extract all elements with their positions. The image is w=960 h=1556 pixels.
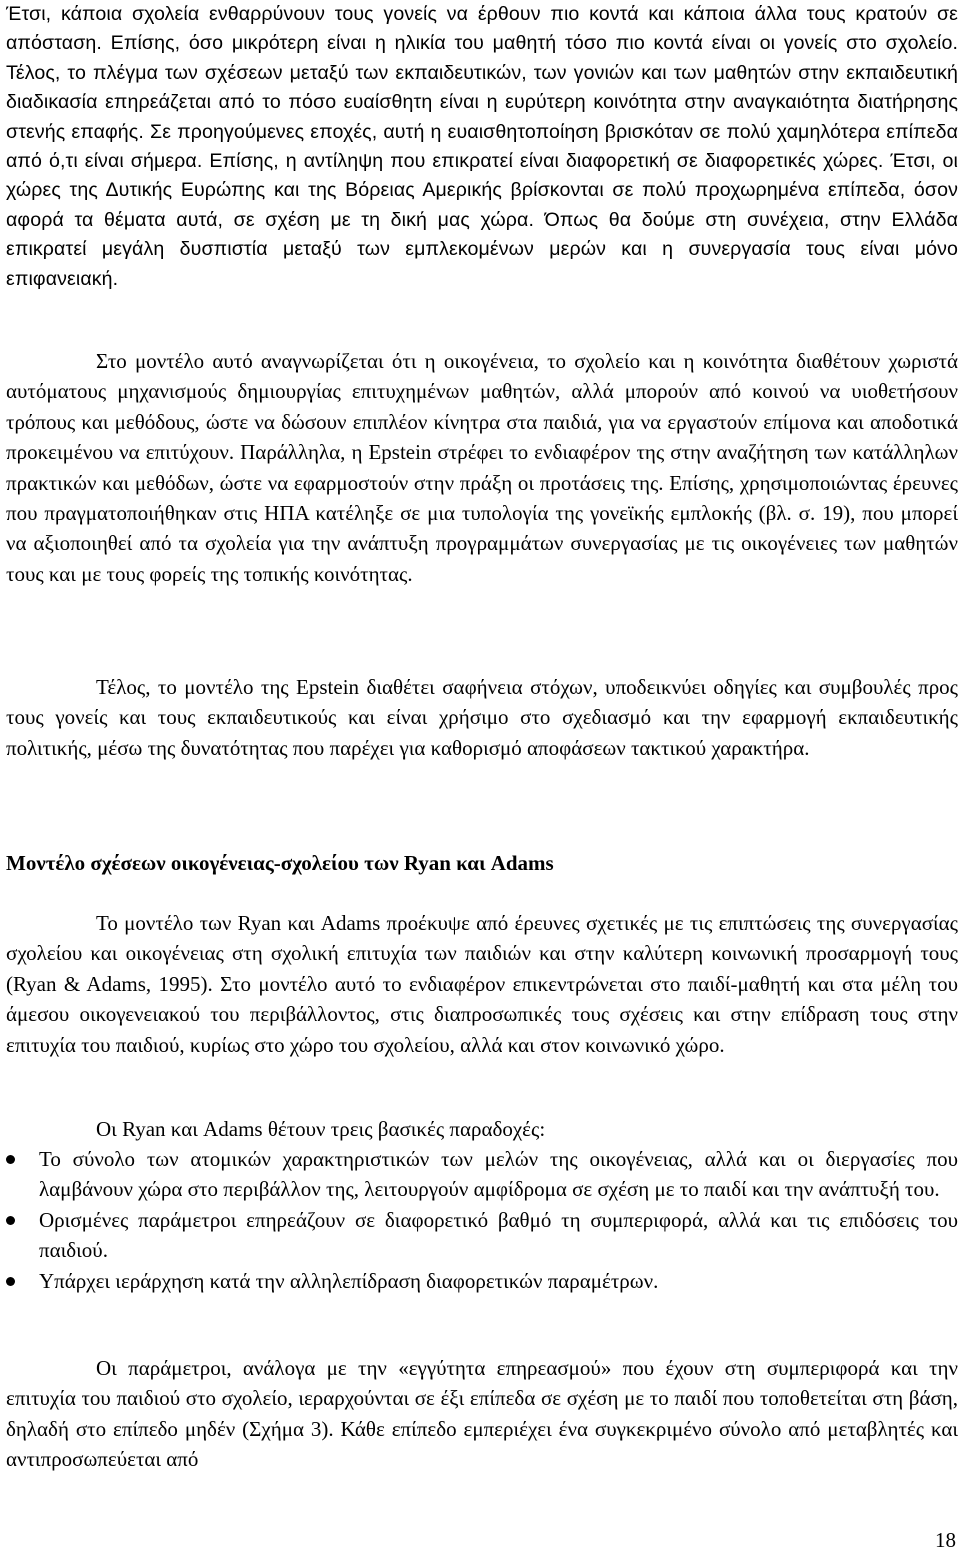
paragraph-intro: Έτσι, κάποια σχολεία ενθαρρύνουν τους γονείς να έρθουν πιο κοντά και κάποια άλλα τους κρατούν σε απόσταση. Επίσης, όσο μικρότερη είναι η ηλικία του μαθητή τόσο πιο κοντά είναι οι γονείς στο σχολείο. Τέλος, το πλέγμα των σχέσεων μεταξύ των εκπαιδευτικών, των γονιών και των μαθητών στην εκπαιδευτική διαδικασία επηρεάζεται από το πόσο ευαίσθητη είναι η ευρύτερη κοινότητα στην αναγκαιότητα διατήρησης στενής επαφής. Σε προηγούμενες εποχές, αυτή η ευαισθητοποίηση βρισκόταν σε πολύ χαμηλότερα επίπεδα από ό,τι είναι σήμερα. Επίσης, η αντίληψη που επικρατεί είναι διαφορετική σε διαφορετικές χώρες. Έτσι, οι χώρες της Δυτικής Ευρώπης και της Βόρειας Αμερικής βρίσκονται σε πολύ προχωρημένα επίπεδα, όσον αφορά τα θέματα αυτά, σε σχέση με τη δική μας χώρα. Όπως θα δούμε στη συνέχεια, στην Ελλάδα επικρατεί μεγάλη δυσπιστία μεταξύ των εμπλεκομένων μερών και η συνεργασία τους είναι μόνο επιφανειακή. xyxy=(6,3,958,290)
page-number: 18 xyxy=(935,1528,956,1552)
list-item-text: Ορισμένες παράμετροι επηρεάζουν σε διαφορετικό βαθμό τη συμπεριφορά, αλλά και τις επιδόσεις του παιδιού. xyxy=(39,1207,958,1263)
assumptions-list xyxy=(6,1144,958,1296)
bullet-icon xyxy=(6,1216,15,1225)
list-item-text: Το σύνολο των ατομικών χαρακτηριστικών των μελών της οικογένειας, αλλά και οι διεργασίες που λαμβάνουν χώρα στο περιβάλλον της, λειτουργούν αμφίδρομα σε σχέση με το παιδί και την ανάπτυξή του. xyxy=(39,1147,958,1202)
list-item-text: Υπάρχει ιεράρχηση κατά την αλληλεπίδραση διαφορετικών παραμέτρων. xyxy=(39,1268,659,1293)
paragraph-ryan-adams-model: Το μοντέλο των Ryan και Adams προέκυψε από έρευνες σχετικές με τις επιπτώσεις της συνεργασίας σχολείου και οικογένειας στη σχολική επιτυχία των παιδιών και στην καλύτερη κοινωνική προσαρμογή τους (Ryan & Adams, 1995). Στο μοντέλο αυτό το ενδιαφέρον επικεντρώνεται στο παιδί-μαθητή και στα μέλη του άμεσου οικογενειακού του περιβάλλοντος, στις διαπροσωπικές τους σχέσεις και στην επίδραση τους στην επιτυχία του παιδιού, κυρίως στο χώρο του σχολείου, αλλά και στον κοινωνικό χώρο. xyxy=(6,911,958,1057)
list-item xyxy=(6,1144,958,1205)
paragraph-parameters: Οι παράμετροι, ανάλογα με την «εγγύτητα επηρεασμού» που έχουν στη συμπεριφορά και την επιτυχία του παιδιού στο σχολείο, ιεραρχούνται σε έξι επίπεδα σε σχέση με το παιδί που τοποθετείται στη βάση, δηλαδή στο επίπεδο μηδέν (Σχήμα 3). Κάθε επίπεδο εμπεριέχει ένα συγκεκριμένο σύνολο από μεταβλητές και αντιπροσωπεύεται από xyxy=(6,1356,958,1472)
list-item xyxy=(6,1266,958,1296)
paragraph-epstein-conclusion: Τέλος, το μοντέλο της Epstein διαθέτει σαφήνεια στόχων, υποδεικνύει οδηγίες και συμβουλές προς τους γονείς και τους εκπαιδευτικούς και είναι χρήσιμο στο σχεδιασμό και την εφαρμογή εκπαιδευτικής πολιτικής, μέσω της δυνατότητας που παρέχει για καθορισμό αποφάσεων τακτικού χαρακτήρα. xyxy=(6,675,958,760)
bullet-icon xyxy=(6,1155,15,1164)
list-item xyxy=(6,1205,958,1266)
section-heading: Μοντέλο σχέσεων οικογένειας-σχολείου των Ryan και Adams xyxy=(6,851,554,875)
paragraph-assumptions-intro: Οι Ryan και Adams θέτουν τρεις βασικές παραδοχές: xyxy=(96,1117,546,1141)
bullet-icon xyxy=(6,1277,15,1286)
paragraph-epstein-model: Στο μοντέλο αυτό αναγνωρίζεται ότι η οικογένεια, το σχολείο και η κοινότητα διαθέτουν χωριστά αυτόματους μηχανισμούς δημιουργίας επιτυχημένων μαθητών, αλλά μπορούν από κοινού να υιοθετήσουν τρόπους και μεθόδους, ώστε να δώσουν επιπλέον κίνητρα στα παιδιά, για να εργαστούν επίμονα και αποδοτικά προκειμένου να επιτύχουν. Παράλληλα, η Epstein στρέφει το ενδιαφέρον της στην αναζήτηση των κατάλληλων πρακτικών και μεθόδων, ώστε να εφαρμοστούν στην πράξη οι προτάσεις της. Επίσης, χρησιμοποιώντας έρευνες που πραγματοποιήθηκαν στις ΗΠΑ κατέληξε σε μια τυπολογία της γονεϊκής εμπλοκής (βλ. σ. 19), που μπορεί να αξιοποιηθεί από τα σχολεία για την ανάπτυξη προγραμμάτων συνεργασίας με τις οικογένειες των μαθητών τους και με τους φορείς της τοπικής κοινότητας. xyxy=(6,349,958,586)
